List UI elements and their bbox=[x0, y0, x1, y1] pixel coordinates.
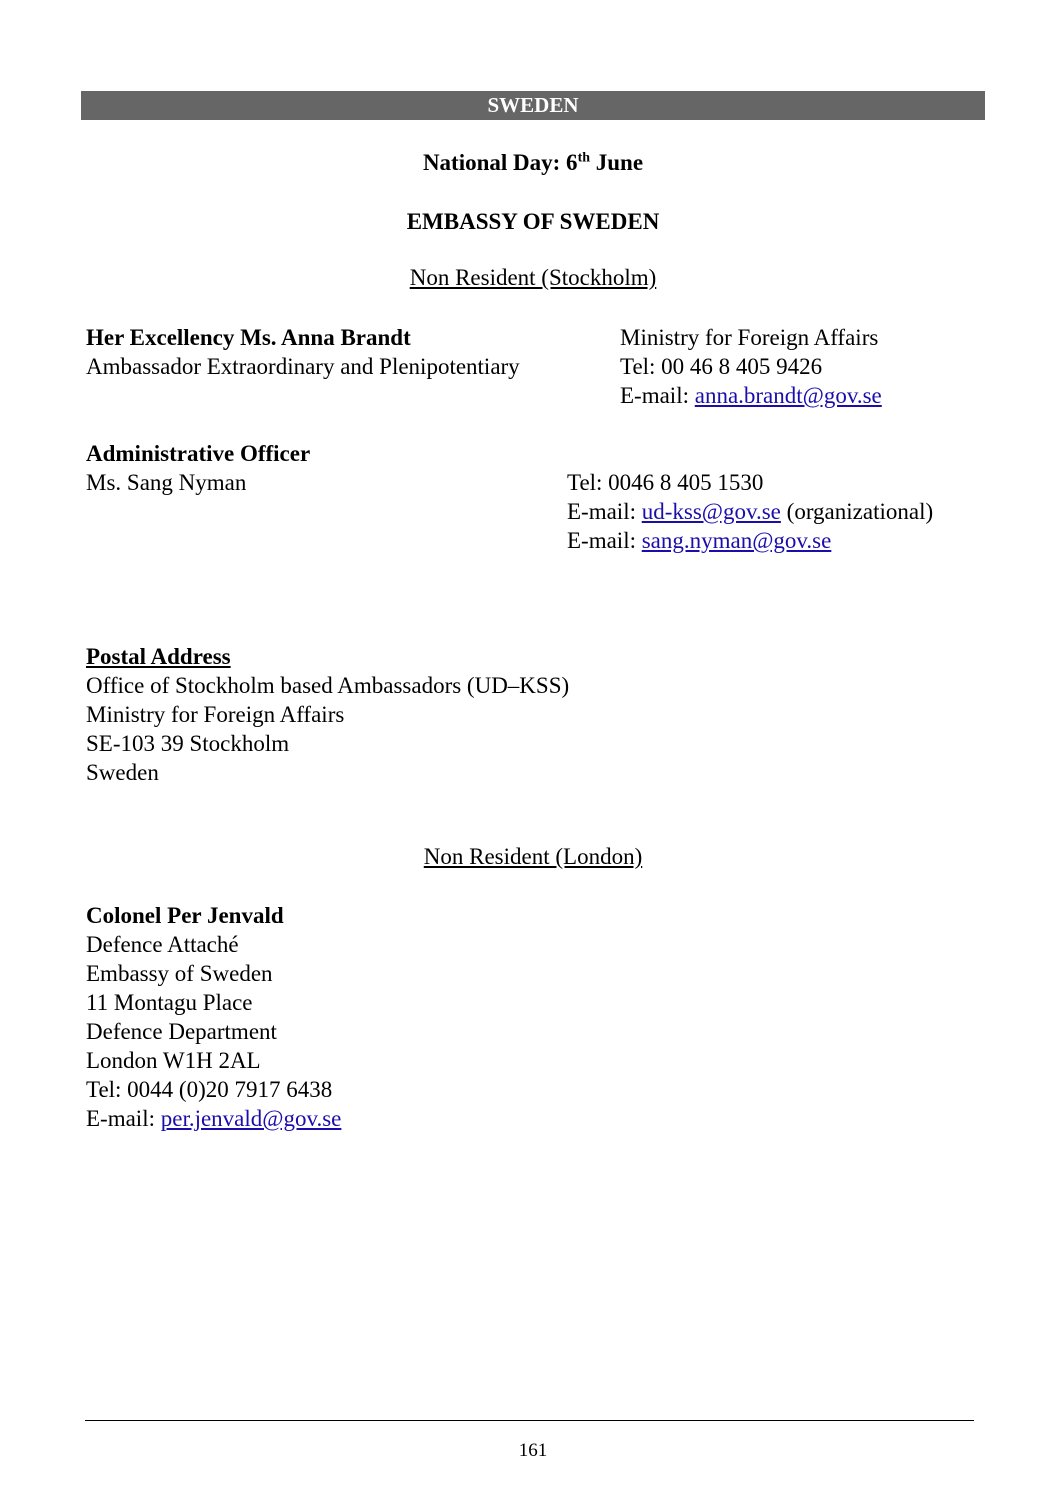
ambassador-left bbox=[86, 323, 520, 381]
national-day-superscript: th bbox=[577, 150, 591, 166]
defence-attache bbox=[86, 901, 341, 1133]
admin-officer-email-link[interactable]: sang.nyman@gov.se bbox=[641, 528, 832, 553]
national-day-prefix: National Day: 6 bbox=[422, 150, 578, 175]
ambassador-email-row bbox=[620, 381, 882, 410]
admin-officer-email-note: (organizational) bbox=[780, 499, 934, 524]
ambassador-title: Ambassador Extraordinary and Plenipotentiary bbox=[86, 354, 520, 379]
ambassador-name: Her Excellency Ms. Anna Brandt bbox=[86, 325, 411, 350]
admin-officer-role: Administrative Officer bbox=[86, 441, 311, 466]
postal-address-line: SE-103 39 Stockholm bbox=[86, 731, 290, 756]
defence-attache-email-row bbox=[86, 1104, 341, 1133]
admin-officer-email-label-2: E-mail: bbox=[567, 528, 642, 553]
postal-address-line: Ministry for Foreign Affairs bbox=[86, 702, 345, 727]
defence-attache-line: Defence Attaché bbox=[86, 932, 239, 957]
ambassador-email-label: E-mail: bbox=[620, 383, 695, 408]
page-number: 161 bbox=[518, 1440, 548, 1461]
embassy-title: EMBASSY OF SWEDEN bbox=[406, 209, 660, 234]
admin-officer-contact bbox=[567, 468, 933, 555]
footer-divider bbox=[85, 1420, 974, 1421]
admin-officer-email-row-2 bbox=[567, 526, 933, 555]
admin-officer-name: Ms. Sang Nyman bbox=[86, 470, 247, 495]
ambassador-tel: Tel: 00 46 8 405 9426 bbox=[620, 354, 823, 379]
postal-address-heading: Postal Address bbox=[86, 644, 231, 669]
defence-attache-line: Embassy of Sweden bbox=[86, 961, 273, 986]
admin-officer-tel: Tel: 0046 8 405 1530 bbox=[567, 470, 764, 495]
defence-attache-line: 11 Montagu Place bbox=[86, 990, 253, 1015]
postal-address-line: Office of Stockholm based Ambassadors (UD–KSS) bbox=[86, 673, 570, 698]
defence-attache-line: London W1H 2AL bbox=[86, 1048, 261, 1073]
defence-attache-line: Tel: 0044 (0)20 7917 6438 bbox=[86, 1077, 333, 1102]
section-heading-london bbox=[81, 844, 985, 870]
national-day bbox=[81, 150, 985, 176]
ambassador-org: Ministry for Foreign Affairs bbox=[620, 325, 879, 350]
defence-attache-line: Defence Department bbox=[86, 1019, 277, 1044]
defence-attache-email-label: E-mail: bbox=[86, 1106, 161, 1131]
admin-officer-org-email-link[interactable]: ud-kss@gov.se bbox=[641, 499, 781, 524]
postal-address-line: Sweden bbox=[86, 760, 159, 785]
section-heading-stockholm-text: Non Resident (Stockholm) bbox=[409, 265, 657, 290]
postal-address bbox=[86, 642, 569, 787]
admin-officer-email-label-1: E-mail: bbox=[567, 499, 642, 524]
admin-officer-left bbox=[86, 439, 310, 497]
ambassador-contact bbox=[620, 323, 882, 410]
section-heading-stockholm bbox=[81, 265, 985, 291]
defence-attache-name: Colonel Per Jenvald bbox=[86, 903, 284, 928]
country-banner: SWEDEN bbox=[81, 91, 985, 120]
ambassador-email-link[interactable]: anna.brandt@gov.se bbox=[694, 383, 882, 408]
national-day-suffix: June bbox=[590, 150, 644, 175]
section-heading-london-text: Non Resident (London) bbox=[423, 844, 643, 869]
defence-attache-email-link[interactable]: per.jenvald@gov.se bbox=[160, 1106, 342, 1131]
admin-officer-email-row-1 bbox=[567, 497, 933, 526]
